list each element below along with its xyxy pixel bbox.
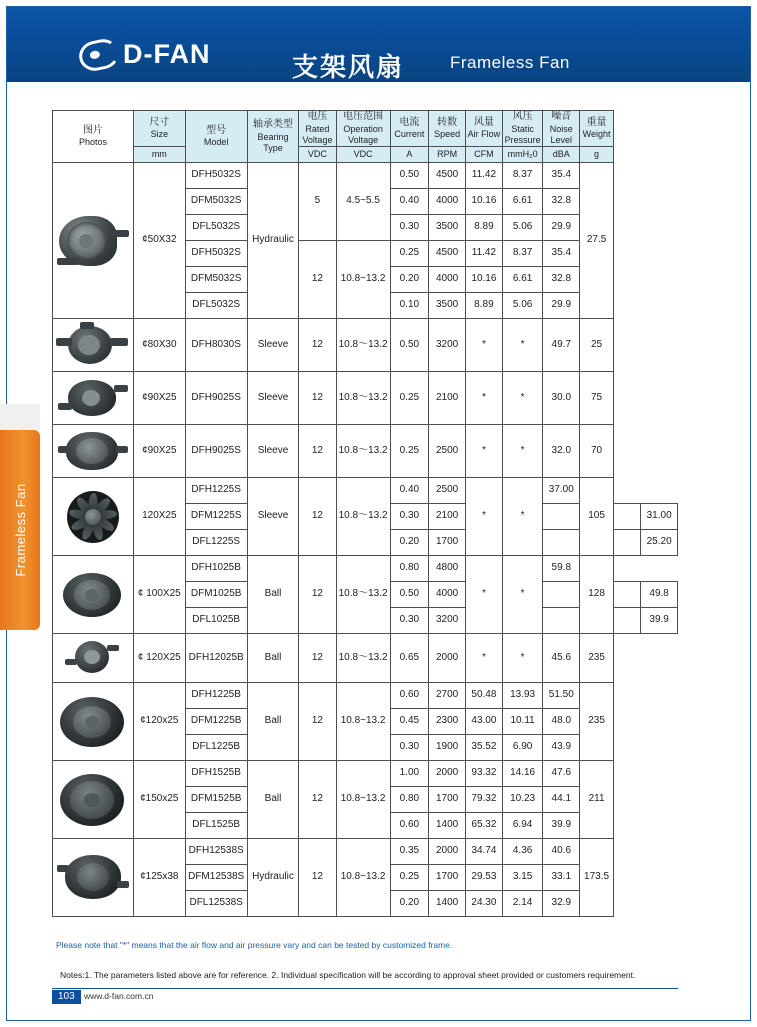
cell-noise: 59.8 (543, 556, 580, 582)
cell-noise: 47.6 (543, 761, 580, 787)
page-title-cn: 支架风扇 (292, 52, 405, 82)
cell-current: 0.25 (390, 425, 429, 478)
unit-weight: g (580, 147, 614, 163)
cell-current: 0.25 (390, 865, 429, 891)
cell-noise: 32.8 (543, 189, 580, 215)
cell-airflow: 11.42 (466, 241, 503, 267)
cell-weight: 173.5 (580, 839, 614, 917)
cell-noise: 31.00 (641, 504, 678, 530)
table-row (53, 372, 678, 425)
cell-airflow: 8.89 (466, 293, 503, 319)
cell-model: DFL5032S (185, 293, 247, 319)
unit-airflow: CFM (466, 147, 503, 163)
cell-airflow: 79.32 (466, 787, 503, 813)
brand-logo (79, 39, 211, 70)
cell-pressure: * (502, 556, 543, 634)
th-speed: 转数 Speed (429, 111, 466, 147)
cell-speed: 1400 (429, 813, 466, 839)
cell-voltage: 12 (299, 839, 336, 917)
cell-airflow: 8.89 (466, 215, 503, 241)
cell-speed: 2500 (429, 425, 466, 478)
cell-speed: 4500 (429, 163, 466, 189)
cell-voltage-range: 10.8~13.2 (336, 241, 390, 319)
cell-pressure (614, 582, 641, 608)
cell-voltage: 12 (299, 761, 336, 839)
cell-current: 0.30 (390, 215, 429, 241)
cell-size: ¢ 120X25 (134, 634, 186, 683)
product-photo-fan-blower-90x25-b (53, 425, 134, 478)
cell-airflow (543, 608, 580, 634)
cell-model: DFM5032S (185, 267, 247, 293)
cell-noise: 39.9 (543, 813, 580, 839)
cell-speed: 1400 (429, 891, 466, 917)
cell-noise: 33.1 (543, 865, 580, 891)
cell-current: 1.00 (390, 761, 429, 787)
cell-voltage: 12 (299, 372, 336, 425)
cell-airflow: 11.42 (466, 163, 503, 189)
cell-weight: 235 (580, 683, 614, 761)
cell-voltage: 5 (299, 163, 336, 241)
cell-bearing: Sleeve (247, 478, 299, 556)
cell-voltage-range: 10.8～13.2 (336, 425, 390, 478)
cell-pressure: 8.37 (502, 163, 543, 189)
cell-airflow: 10.16 (466, 189, 503, 215)
cell-airflow (543, 530, 580, 556)
cell-weight: 105 (580, 478, 614, 556)
cell-speed: 1900 (429, 735, 466, 761)
cell-model: DFH8030S (185, 319, 247, 372)
cell-current: 0.40 (390, 478, 429, 504)
cell-pressure: 10.23 (502, 787, 543, 813)
cell-voltage-range: 10.8～13.2 (336, 556, 390, 634)
table-header (53, 111, 678, 163)
unit-speed: RPM (429, 147, 466, 163)
cell-voltage: 12 (299, 634, 336, 683)
cell-speed: 4000 (429, 267, 466, 293)
cell-current: 0.60 (390, 813, 429, 839)
cell-current: 0.60 (390, 683, 429, 709)
cell-model: DFH5032S (185, 163, 247, 189)
cell-model: DFH1025B (185, 556, 247, 582)
cell-noise: 37.00 (543, 478, 580, 504)
table-row (53, 839, 678, 865)
cell-noise: 30.0 (543, 372, 580, 425)
cell-bearing: Sleeve (247, 319, 299, 372)
cell-model: DFL1025B (185, 608, 247, 634)
footer-divider (52, 988, 678, 989)
cell-model: DFM12538S (185, 865, 247, 891)
table-row (53, 683, 678, 709)
cell-current: 0.80 (390, 556, 429, 582)
unit-current: A (390, 147, 429, 163)
cell-speed: 1700 (429, 787, 466, 813)
cell-pressure: 2.14 (502, 891, 543, 917)
cell-voltage-range: 10.8～13.2 (336, 478, 390, 556)
cell-speed: 3500 (429, 215, 466, 241)
cell-pressure: 14.16 (502, 761, 543, 787)
th-model: 型号 Model (185, 111, 247, 163)
cell-bearing: Ball (247, 761, 299, 839)
cell-noise: 44.1 (543, 787, 580, 813)
cell-airflow: 50.48 (466, 683, 503, 709)
cell-current: 0.50 (390, 319, 429, 372)
product-photo-fan-blower-120x25 (53, 683, 134, 761)
cell-noise: 32.8 (543, 267, 580, 293)
th-airflow: 风量 Air Flow (466, 111, 503, 147)
th-noise: 噪音 Noise Level (543, 111, 580, 147)
cell-voltage-range: 4.5~5.5 (336, 163, 390, 241)
cell-size: ¢90X25 (134, 372, 186, 425)
cell-pressure: 6.94 (502, 813, 543, 839)
cell-voltage: 12 (299, 425, 336, 478)
cell-weight: 211 (580, 761, 614, 839)
cell-current: 0.10 (390, 293, 429, 319)
cell-airflow: * (466, 425, 503, 478)
cell-model: DFM1525B (185, 787, 247, 813)
cell-pressure: 3.15 (502, 865, 543, 891)
cell-bearing: Hydraulic (247, 163, 299, 319)
cell-weight: 235 (580, 634, 614, 683)
cell-current: 0.50 (390, 582, 429, 608)
product-photo-fan-blower-50x32 (53, 163, 134, 319)
eye-logo-icon (76, 36, 121, 74)
table-header-row (53, 111, 678, 147)
cell-noise: 29.9 (543, 215, 580, 241)
cell-model: DFH1525B (185, 761, 247, 787)
table-row (53, 163, 678, 189)
cell-speed: 4000 (429, 189, 466, 215)
cell-speed: 4500 (429, 241, 466, 267)
cell-speed: 2000 (429, 634, 466, 683)
section-tab-label: Frameless Fan (12, 483, 28, 577)
cell-pressure: 4.36 (502, 839, 543, 865)
cell-bearing: Sleeve (247, 372, 299, 425)
th-current: 电流 Current (390, 111, 429, 147)
cell-airflow: 43.00 (466, 709, 503, 735)
th-voltage-range: 电压范围 Operation Voltage (336, 111, 390, 147)
th-photos: 图片 Photos (53, 111, 134, 163)
cell-noise: 49.7 (543, 319, 580, 372)
cell-noise: 43.9 (543, 735, 580, 761)
cell-weight: 70 (580, 425, 614, 478)
cell-voltage-range: 10.8~13.2 (336, 839, 390, 917)
cell-bearing: Hydraulic (247, 839, 299, 917)
product-photo-fan-blower-90x25-a (53, 372, 134, 425)
cell-current: 0.25 (390, 241, 429, 267)
cell-model: DFL12538S (185, 891, 247, 917)
cell-model: DFH12025B (185, 634, 247, 683)
product-photo-fan-blower-100x25 (53, 556, 134, 634)
cell-pressure: 6.61 (502, 189, 543, 215)
cell-size: ¢50X32 (134, 163, 186, 319)
cell-current: 0.40 (390, 189, 429, 215)
cell-model: DFL5032S (185, 215, 247, 241)
cell-model: DFM1225B (185, 709, 247, 735)
brand-name: D-FAN (123, 39, 211, 69)
cell-model: DFH1225B (185, 683, 247, 709)
cell-noise: 35.4 (543, 241, 580, 267)
cell-noise: 25.20 (641, 530, 678, 556)
cell-pressure: 5.06 (502, 215, 543, 241)
cell-pressure: 8.37 (502, 241, 543, 267)
cell-bearing: Ball (247, 556, 299, 634)
cell-pressure: 6.90 (502, 735, 543, 761)
cell-bearing: Ball (247, 683, 299, 761)
cell-voltage-range: 10.8～13.2 (336, 372, 390, 425)
cell-speed: 2000 (429, 839, 466, 865)
cell-model: DFH12538S (185, 839, 247, 865)
cell-airflow: 65.32 (466, 813, 503, 839)
cell-model: DFH1225S (185, 478, 247, 504)
cell-model: DFH9025S (185, 425, 247, 478)
cell-current: 0.30 (390, 735, 429, 761)
cell-speed: 2700 (429, 683, 466, 709)
cell-noise: 39.9 (641, 608, 678, 634)
cell-bearing: Ball (247, 634, 299, 683)
specification-table (52, 110, 678, 917)
cell-voltage: 12 (299, 319, 336, 372)
cell-pressure: * (502, 425, 543, 478)
cell-speed: 2500 (429, 478, 466, 504)
table-row (53, 478, 678, 504)
cell-pressure: 5.06 (502, 293, 543, 319)
cell-voltage: 12 (299, 241, 336, 319)
cell-airflow (543, 504, 580, 530)
cell-speed: 4000 (429, 582, 466, 608)
cell-airflow: 29.53 (466, 865, 503, 891)
cell-size: ¢ 100X25 (134, 556, 186, 634)
unit-voltage-range: VDC (336, 147, 390, 163)
cell-noise: 49.8 (641, 582, 678, 608)
cell-noise: 45.6 (543, 634, 580, 683)
table-unit-row (53, 147, 678, 163)
cell-weight: 75 (580, 372, 614, 425)
product-photo-fan-axial-120x25 (53, 478, 134, 556)
cell-airflow: 93.32 (466, 761, 503, 787)
th-bearing: 轴承类型 Bearing Type (247, 111, 299, 163)
cell-noise: 35.4 (543, 163, 580, 189)
cell-airflow: * (466, 372, 503, 425)
page-header (7, 7, 750, 82)
cell-size: ¢90X25 (134, 425, 186, 478)
cell-noise: 40.6 (543, 839, 580, 865)
cell-current: 0.45 (390, 709, 429, 735)
cell-airflow (543, 582, 580, 608)
cell-current: 0.30 (390, 504, 429, 530)
cell-model: DFL1225S (185, 530, 247, 556)
cell-current: 0.35 (390, 839, 429, 865)
cell-voltage: 12 (299, 683, 336, 761)
cell-airflow: 35.52 (466, 735, 503, 761)
page-title-en: Frameless Fan (450, 53, 570, 72)
th-voltage: 电压 Rated Voltage (299, 111, 336, 147)
th-weight: 重量 Weight (580, 111, 614, 147)
cell-voltage-range: 10.8～13.2 (336, 319, 390, 372)
product-photo-fan-blower-80x30 (53, 319, 134, 372)
cell-airflow: * (466, 634, 503, 683)
cell-speed: 2100 (429, 372, 466, 425)
unit-voltage: VDC (299, 147, 336, 163)
unit-noise: dBA (543, 147, 580, 163)
cell-speed: 3200 (429, 608, 466, 634)
cell-model: DFM5032S (185, 189, 247, 215)
cell-airflow: * (466, 556, 503, 634)
cell-speed: 2300 (429, 709, 466, 735)
cell-pressure: 13.93 (502, 683, 543, 709)
cell-pressure (614, 608, 641, 634)
cell-pressure: * (502, 372, 543, 425)
cell-current: 0.65 (390, 634, 429, 683)
cell-current: 0.30 (390, 608, 429, 634)
cell-speed: 2000 (429, 761, 466, 787)
cell-weight: 128 (580, 556, 614, 634)
cell-pressure: * (502, 478, 543, 556)
cell-speed: 1700 (429, 530, 466, 556)
cell-voltage-range: 10.8～13.2 (336, 634, 390, 683)
cell-size: ¢120x25 (134, 683, 186, 761)
footnote-notes: Notes:1. The parameters listed above are for reference. 2. Individual specification will be according to approval sheet provided or customers requirement. (60, 970, 636, 980)
cell-voltage: 12 (299, 478, 336, 556)
cell-current: 0.25 (390, 372, 429, 425)
cell-airflow: 10.16 (466, 267, 503, 293)
cell-noise: 32.0 (543, 425, 580, 478)
table-body (53, 163, 678, 917)
cell-model: DFH9025S (185, 372, 247, 425)
page-number: 103 (52, 990, 81, 1004)
th-pressure: 风压 Static Pressure (502, 111, 543, 147)
cell-voltage-range: 10.8~13.2 (336, 683, 390, 761)
cell-current: 0.50 (390, 163, 429, 189)
cell-current: 0.20 (390, 530, 429, 556)
cell-current: 0.80 (390, 787, 429, 813)
cell-airflow: 24.30 (466, 891, 503, 917)
cell-speed: 2100 (429, 504, 466, 530)
table-row (53, 319, 678, 372)
cell-size: ¢125x38 (134, 839, 186, 917)
cell-model: DFL1525B (185, 813, 247, 839)
cell-current: 0.20 (390, 891, 429, 917)
cell-current: 0.20 (390, 267, 429, 293)
product-photo-fan-blower-150x25 (53, 761, 134, 839)
cell-speed: 4800 (429, 556, 466, 582)
cell-size: 120X25 (134, 478, 186, 556)
cell-pressure (614, 504, 641, 530)
cell-noise: 48.0 (543, 709, 580, 735)
section-tab (0, 430, 40, 630)
table-row (53, 556, 678, 582)
th-size: 尺寸 Size (134, 111, 186, 147)
cell-voltage: 12 (299, 556, 336, 634)
footnote-asterisk: Please note that "*" means that the air flow and air pressure vary and can be tested by customized frame. (56, 940, 453, 950)
cell-model: DFM1225S (185, 504, 247, 530)
cell-pressure: * (502, 319, 543, 372)
cell-noise: 29.9 (543, 293, 580, 319)
cell-pressure: 10.11 (502, 709, 543, 735)
cell-model: DFH5032S (185, 241, 247, 267)
cell-speed: 3500 (429, 293, 466, 319)
cell-voltage-range: 10.8~13.2 (336, 761, 390, 839)
cell-model: DFM1025B (185, 582, 247, 608)
cell-pressure (614, 530, 641, 556)
cell-model: DFL1225B (185, 735, 247, 761)
table-row (53, 761, 678, 787)
cell-speed: 3200 (429, 319, 466, 372)
cell-airflow: * (466, 478, 503, 556)
table-row (53, 634, 678, 683)
unit-size: mm (134, 147, 186, 163)
cell-speed: 1700 (429, 865, 466, 891)
cell-pressure: 6.61 (502, 267, 543, 293)
table-row (53, 425, 678, 478)
cell-weight: 27.5 (580, 163, 614, 319)
cell-airflow: * (466, 319, 503, 372)
cell-pressure: * (502, 634, 543, 683)
cell-noise: 51.50 (543, 683, 580, 709)
cell-noise: 32.9 (543, 891, 580, 917)
product-photo-fan-blower-125x38 (53, 839, 134, 917)
cell-airflow: 34.74 (466, 839, 503, 865)
product-photo-fan-blower-120x25-small (53, 634, 134, 683)
company-url: www.d-fan.com.cn (84, 991, 154, 1001)
cell-size: ¢80X30 (134, 319, 186, 372)
cell-weight: 25 (580, 319, 614, 372)
cell-size: ¢150x25 (134, 761, 186, 839)
unit-pressure: mmH₂0 (502, 147, 543, 163)
cell-bearing: Sleeve (247, 425, 299, 478)
